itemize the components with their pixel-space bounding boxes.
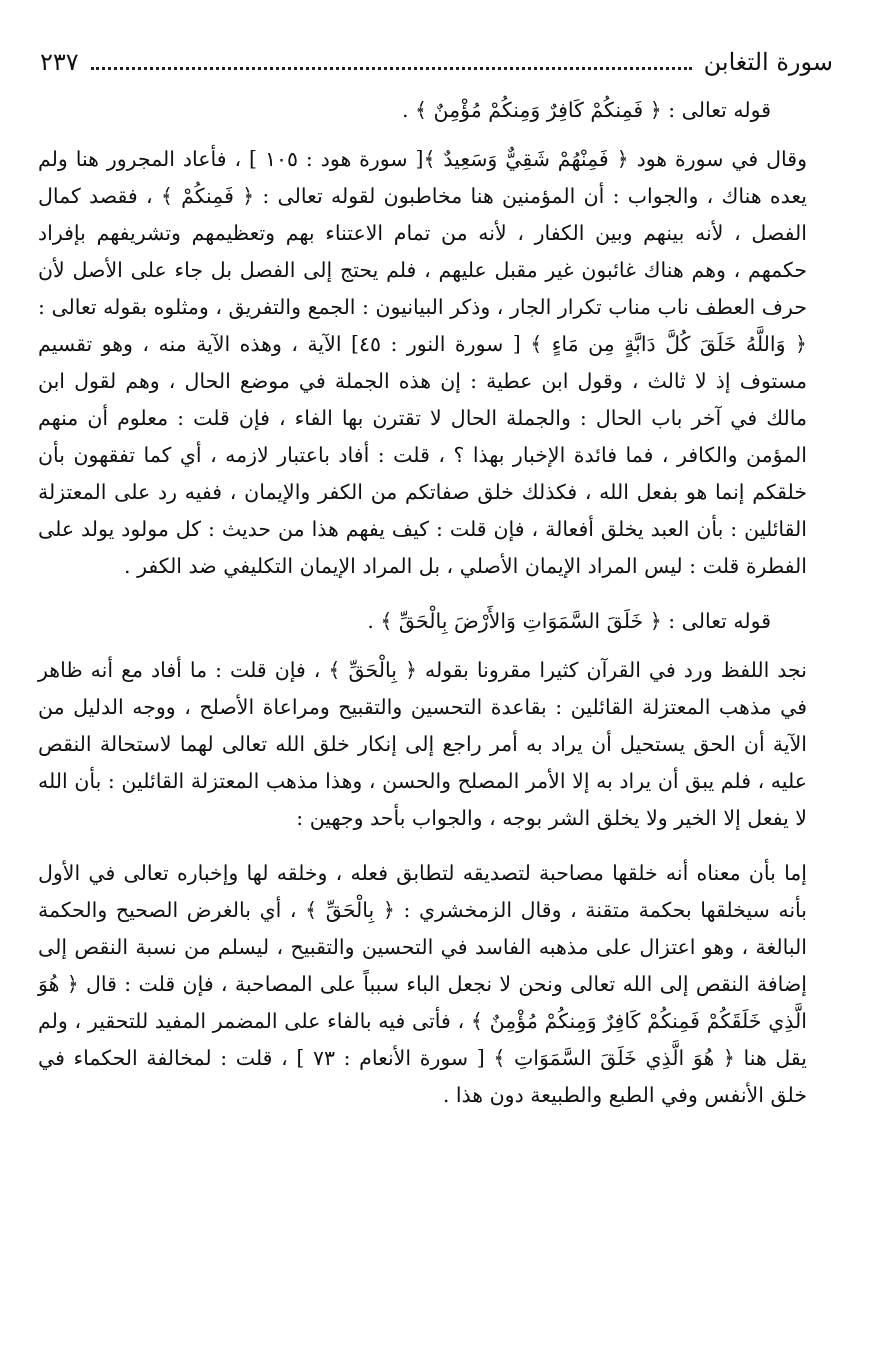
verse-heading: قوله تعالى : ﴿ فَمِنكُمْ كَافِرٌ وَمِنكُمْ مُؤْمِنٌ ﴾ .	[402, 98, 771, 122]
page-body	[38, 92, 835, 1114]
page-number: ٢٣٧	[40, 48, 79, 76]
page-header	[40, 40, 833, 84]
surah-title: سورة التغابن	[703, 48, 833, 76]
commentary-paragraph: وقال في سورة هود ﴿ فَمِنْهُمْ شَقِيٌّ وَسَعِيدٌ ﴾[ سورة هود : ١٠٥ ] ، فأعاد المجرور هنا ولم يعده هناك ، والجواب : أن المؤمنين هنا مخاطبون لقوله تعالى : ﴿ فَمِنكُمْ ﴾ ، فقصد كمال الفصل ، لأنه بينهم وبين الكفار ، لأنه من تمام الاعتناء بهم وتعظيمهم وتشريفهم بإفراد حكمهم ، وهم هناك غائبون غير مقبل عليهم ، فلم يحتج إلى الفصل بل جاء على الأصل لأن حرف العطف ناب مناب تكرار الجار ، وذكر البيانيون : الجمع والتفريق ، ومثلوه بقوله تعالى : ﴿ وَاللَّهُ خَلَقَ كُلَّ دَابَّةٍ مِن مَاءٍ ﴾ [ سورة النور : ٤٥] الآية ، وهذه الآية منه ، وهو تقسيم مستوف إذ لا ثالث ، وقول ابن عطية : إن هذه الجملة في موضع الحال ، وهم لقول ابن مالك في آخر باب الحال : والجملة الحال لا تقترن بها الفاء ، فإن قلت : معلوم أن منهم المؤمن والكافر ، فما فائدة الإخبار بهذا ؟ ، قلت : أفاد باعتبار لازمه ، أي كما تفقهون بأن خلقكم إنما هو بفعل الله ، فكذلك خلق صفاتكم من الكفر والإيمان ، ففيه رد على المعتزلة القائلين : بأن العبد يخلق أفعالة ، فإن قلت : كيف يفهم هذا من حديث : كل مولود يولد على الفطرة قلت : ليس المراد الإيمان الأصلي ، بل المراد الإيمان التكليفي ضد الكفر .	[38, 147, 807, 578]
header-dotted-leader	[91, 67, 692, 70]
verse-heading: قوله تعالى : ﴿ خَلَقَ السَّمَوَاتِ وَالأَرْضَ بِالْحَقِّ ﴾ .	[367, 609, 771, 633]
commentary-paragraph: إما بأن معناه أنه خلقها مصاحبة لتصديقه لتطابق فعله ، وخلقه لها وإخباره تعالى في الأول بأنه سيخلقها بحكمة متقنة ، وقال الزمخشري : ﴿ بِالْحَقِّ ﴾ ، أي بالغرض الصحيح والحكمة البالغة ، وهو اعتزال على مذهبه الفاسد في التحسين والتقبيح ، ليسلم من نسبة النقص إلى إضافة النقص إلى الله تعالى ونحن لا نجعل الباء سبباً على المصاحبة ، فإن قلت : قال ﴿ هُوَ الَّذِي خَلَقَكُمْ فَمِنكُمْ كَافِرٌ وَمِنكُمْ مُؤْمِنٌ ﴾ ، فأتى فيه بالفاء على المضمر المفيد للتحقير ، ولم يقل هنا ﴿ هُوَ الَّذِي خَلَقَ السَّمَوَاتِ ﴾ [ سورة الأنعام : ٧٣ ] ، قلت : لمخالفة الحكماء في خلق الأنفس وفي الطبع والطبيعة دون هذا .	[38, 861, 808, 1107]
commentary-paragraph: نجد اللفظ ورد في القرآن كثيرا مقرونا بقوله ﴿ بِالْحَقِّ ﴾ ، فإن قلت : ما أفاد مع أنه ظاهر في مذهب المعتزلة القائلين : بقاعدة التحسين والتقبيح ومراعاة الأصلح ، ووجه الدليل من الآية أن الحق يستحيل أن يراد به أمر راجع إلى إنكار خلق الله تعالى لهما لاستحالة النقص عليه ، فلم يبق أن يراد به إلا الأمر المصلح والحسن ، وهذا مذهب المعتزلة القائلين : بأن الله لا يفعل إلا الخير ولا يخلق الشر بوجه ، والجواب بأحد وجهين :	[38, 658, 807, 830]
